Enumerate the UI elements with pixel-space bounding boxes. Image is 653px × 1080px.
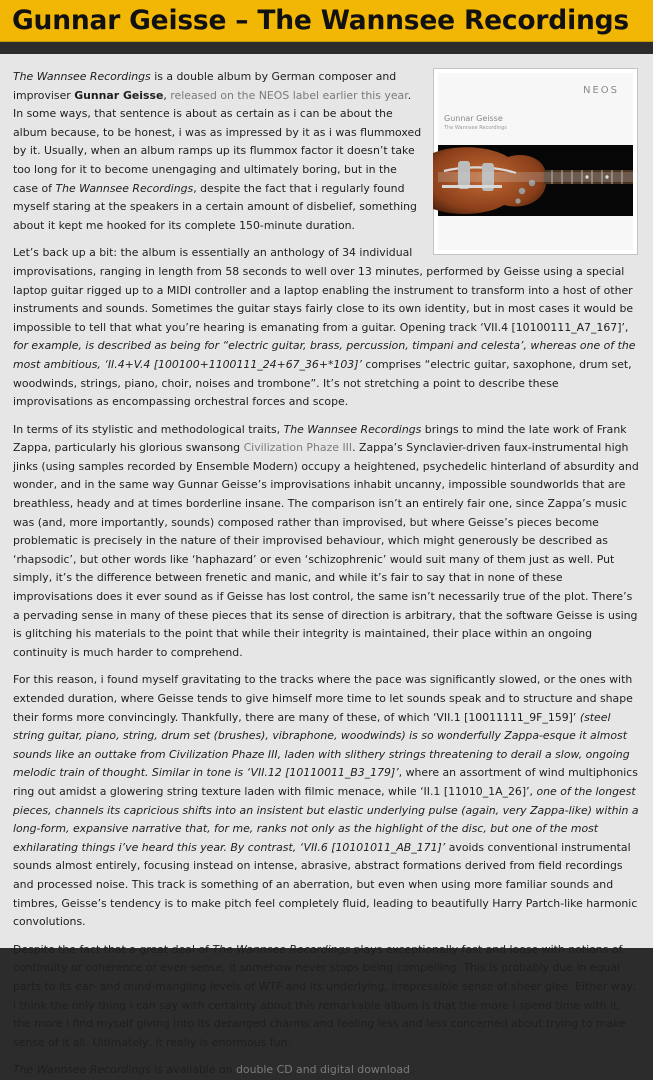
cover-subtitle-text: The Wannsee Recordings bbox=[444, 125, 507, 131]
civilization-phaze-link[interactable]: Civilization Phaze III bbox=[243, 441, 353, 455]
cover-label-text: NEOS bbox=[582, 85, 619, 96]
title-bar bbox=[0, 0, 653, 42]
paragraph-6: The Wannsee Recordings is available on double CD and digital download. bbox=[13, 1063, 414, 1077]
article-content bbox=[0, 54, 653, 1077]
artist-name: Gunnar Geisse bbox=[74, 88, 164, 102]
download-link[interactable]: double CD and digital download bbox=[236, 1063, 410, 1077]
album-cover bbox=[433, 68, 638, 255]
paragraph-5: Despite the fact that a great deal of The Wannsee Recordings plays exceptionally fast and loose with notions of continuity or coherence or even sense, it somehow never stops being compelling. This is probably due in equal parts to its ear- and mind-mangling levels of WTF and its underlying, irrepressible sense of sheer glee. Either way, i think the only thing i can say with certainty about this remarkable album is that the more i spend time with it, the more i find myself giving into its deranged charms and feeling less and less concerned about trying to make sense of it all. Ultimately, it really is enormous fun. bbox=[13, 942, 637, 1049]
cover-artist-text: Gunnar Geisse bbox=[444, 114, 503, 123]
page-title: Gunnar Geisse – The Wannsee Recordings bbox=[12, 5, 629, 36]
neos-release-link[interactable]: released on the NEOS label earlier this year bbox=[170, 88, 408, 102]
electric-guitar-photo bbox=[438, 145, 633, 216]
paragraph-2: Let’s back up a bit: the album is essentially an anthology of 34 individual improvisations, ranging in length from 58 seconds to well over 13 minutes, performed by Geisse using a special laptop guitar rigged up to a MIDI controller and a laptop enabling the instrument to transform into a host of other instruments and sounds. Sometimes the guitar stays fairly close to its own identity, but in most cases it would be impossible to tell that what you’re hearing is emanating from a guitar. Opening track ‘VII.4 [10100111_A7_167]’, for example, is described as being for “electric guitar, brass, percussion, timpani and celesta’, whereas one of the most ambitious, ‘II.4+V.4 [100100+1100111_24+67_36+*103]’ comprises “electric guitar, saxophone, drum set, woodwinds, strings, piano, choir, noises and trombone”. It’s not stretching a point to describe these improvisations as encompassing orchestral forces and scope. bbox=[13, 246, 636, 409]
album-cover-art bbox=[438, 73, 633, 250]
paragraph-4: For this reason, i found myself gravitating to the tracks where the pace was significantly slowed, or the ones with extended duration, where Geisse tends to give himself more time to let sounds speak and to structure and shape their forms more convincingly. Thankfully, there are many of these, of which ‘VII.1 [10011111_9F_159]’ (steel string guitar, piano, string, drum set (brushes), vibraphone, woodwinds) is so wonderfully Zappa-esque it almost sounds like an outtake from Civilization Phaze III, laden with slithery strings threatening to derail a slow, ongoing melodic train of thought. Similar in tone is ‘VII.12 [10110011_B3_179]’, where an assortment of wind multiphonics ring out amidst a glowering string texture laden with filmic menace, while ‘II.1 [11010_1A_26]’, one of the longest pieces, channels its capricious shifts into an insistent but elastic underlying pulse (again, very Zappa-like) within a long-form, expansive narrative that, for me, ranks not only as the highlight of the disc, but one of the most exhilarating things i’ve heard this year. By contrast, ‘VII.6 [10101011_AB_171]’ avoids conventional instrumental sounds almost entirely, focusing instead on intense, abrasive, abstract formations derived from field recordings and processed noise. This track is something of an aberration, but even when using more familiar sounds and timbres, Geisse’s tendency is to make pitch feel completely fluid, leading to beautifully Harry Partch-like harmonic convolutions. bbox=[13, 673, 639, 929]
paragraph-1: The Wannsee Recordings is a double album by German composer and improviser Gunnar Geisse, released on the NEOS label earlier this year. In some ways, that sentence is about as certain as i can be about the album because, to be honest, i was as impressed by it as i was flummoxed by it. Usually, when an album ramps up its flummox factor it doesn’t take too long for it to become unengaging and ultimately boring, but in the case of The Wannsee Recordings, despite the fact that i regularly found myself staring at the speakers in a certain amount of disbelief, something about it kept me hooked for its complete 150-minute duration. bbox=[13, 70, 422, 232]
paragraph-3: In terms of its stylistic and methodological traits, The Wannsee Recordings brings to mind the late work of Frank Zappa, particularly his glorious swansong Civilization Phaze III. Zappa’s Synclavier-driven faux-instrumental high jinks (using samples recorded by Ensemble Modern) occupy a heightened, psychedelic hinterland of absurdity and wonder, and in the same way Gunnar Geisse’s improvisations inhabit uncanny, impossible soundworlds that are breathless, heady and at times borderline insane. The comparison isn’t an entirely fair one, since Zappa’s music was (and, more importantly, sounds) composed rather than improvised, but where Geisse’s pieces become problematic is precisely in the nature of their improvised behaviour, which might generously be described as ‘rhapsodic’, but other words like ‘haphazard’ or even ‘schizophrenic’ would suit many of them just as well. Put simply, it’s the difference between frenetic and manic, and while it’s fair to say that in none of these improvisations does it ever sound as if Geisse has lost control, the same isn’t necessarily true of the plot. There’s a pervading sense in many of these pieces that its sense of direction is arbitrary, that the software Geisse is using is glitching his materials to the point that while their integrity is maintained, their place within an ongoing continuity is much harder to comprehend. bbox=[13, 422, 639, 659]
